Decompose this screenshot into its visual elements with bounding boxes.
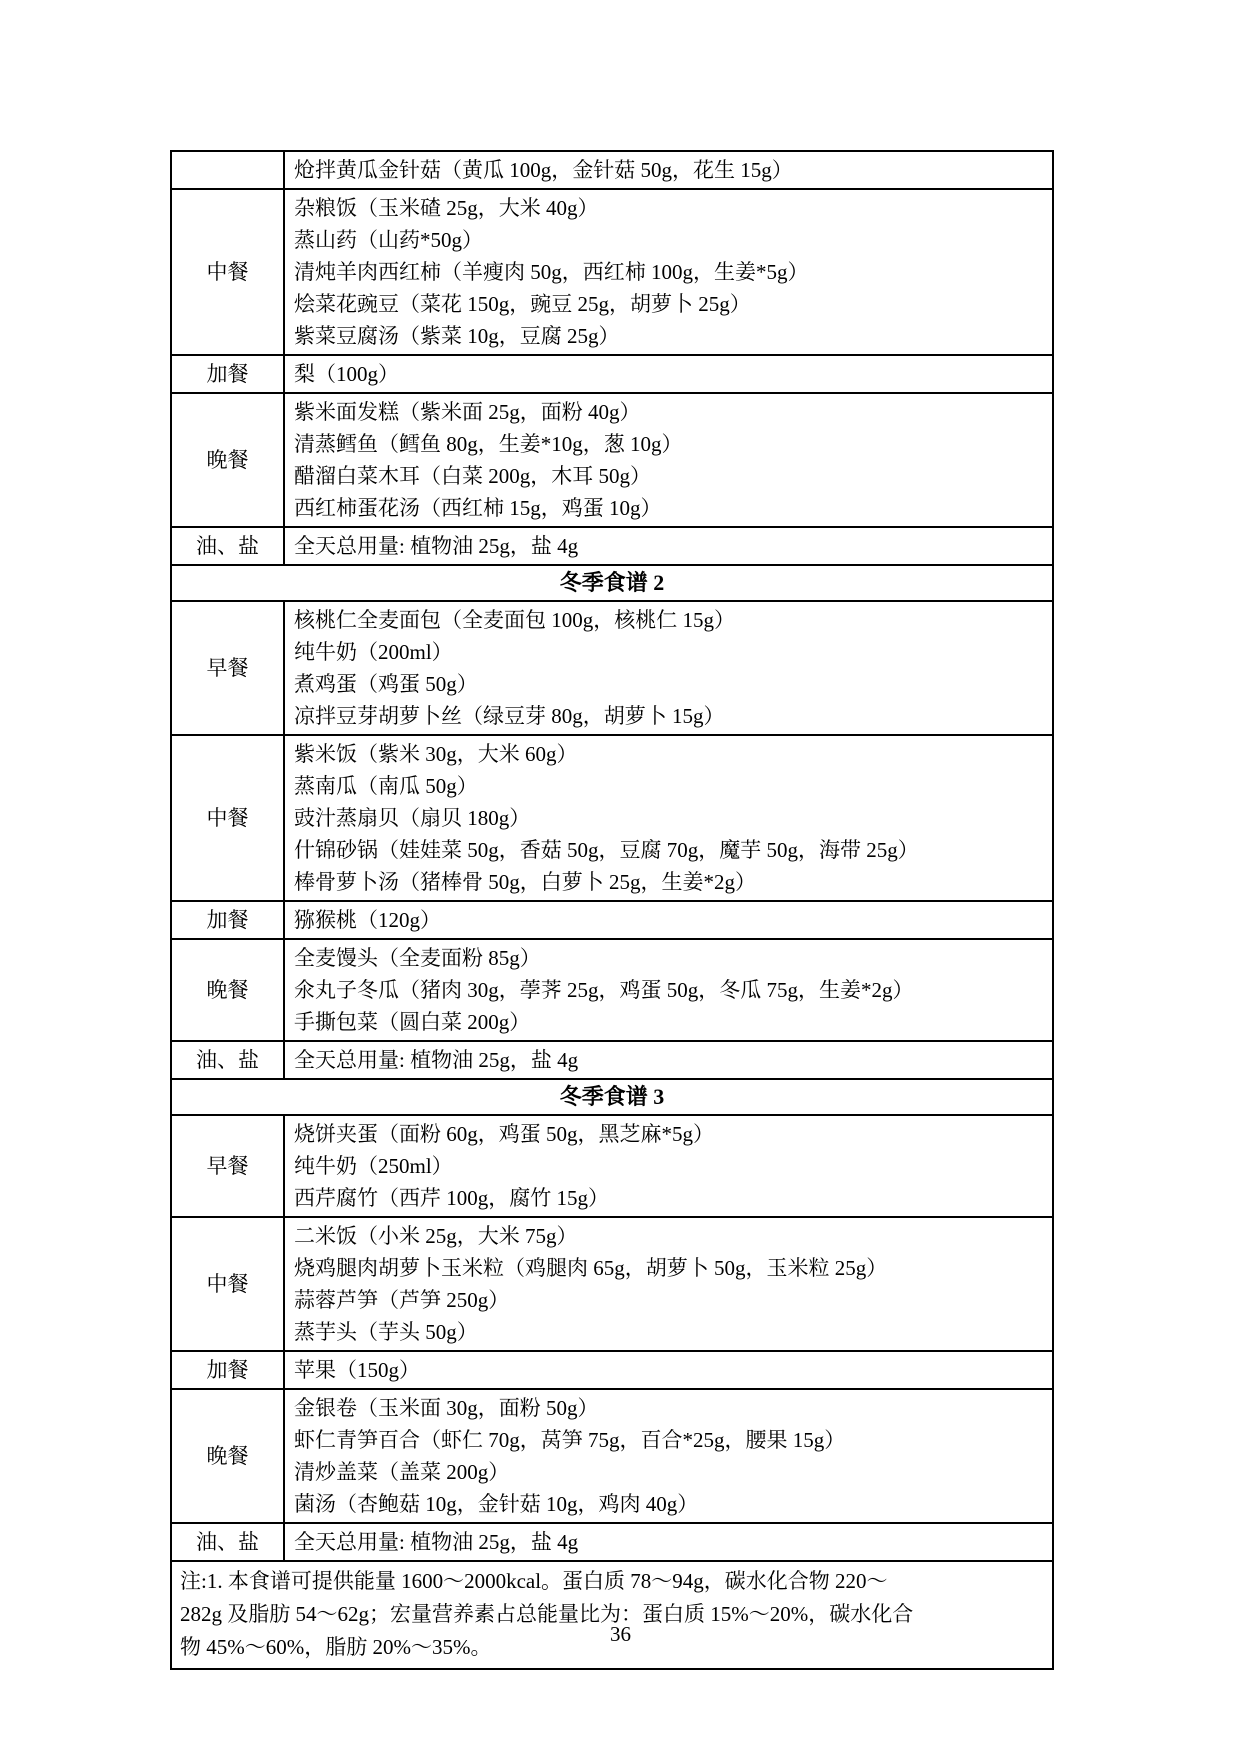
meal-items-cell [284,393,1053,527]
meal-item-line: 清炖羊肉西红柿（羊瘦肉 50g，西红柿 100g，生姜*5g） [294,260,809,284]
meal-item-line: 蒸芋头（芋头 50g） [294,1320,478,1344]
meal-items-cell [284,601,1053,735]
meal-items-cell [284,939,1053,1041]
meal-item-line: 烩菜花豌豆（菜花 150g，豌豆 25g，胡萝卜 25g） [294,292,751,316]
meal-item-line: 苹果（150g） [294,1358,420,1382]
note-row [171,1561,1053,1669]
note-line: 注:1. 本食谱可提供能量 1600～2000kcal。蛋白质 78～94g，碳水化合物 220～ [180,1569,888,1593]
meal-items-cell [284,151,1053,189]
note-line: 物 45%～60%，脂肪 20%～35%。 [180,1635,492,1659]
meal-items-cell [284,1217,1053,1351]
meal-item-line: 氽丸子冬瓜（猪肉 30g，荸荠 25g，鸡蛋 50g，冬瓜 75g，生姜*2g） [294,978,914,1002]
meal-label-cell: 晚餐 [171,939,284,1041]
meal-item-line: 棒骨萝卜汤（猪棒骨 50g，白萝卜 25g，生姜*2g） [294,870,756,894]
meal-row [171,1217,1053,1351]
meal-items-cell [284,1351,1053,1389]
section-header-row [171,1079,1053,1115]
meal-row [171,1115,1053,1217]
meal-item-line: 纯牛奶（200ml） [294,640,453,664]
meal-row [171,151,1053,189]
meal-items-cell [284,1041,1053,1079]
meal-label-cell: 中餐 [171,1217,284,1351]
meal-items-cell [284,1389,1053,1523]
meal-item-line: 醋溜白菜木耳（白菜 200g，木耳 50g） [294,464,651,488]
meal-items-cell [284,1523,1053,1561]
meal-items-cell [284,355,1053,393]
meal-items-cell [284,1115,1053,1217]
meal-item-line: 金银卷（玉米面 30g，面粉 50g） [294,1396,599,1420]
meal-item-line: 烧鸡腿肉胡萝卜玉米粒（鸡腿肉 65g，胡萝卜 50g，玉米粒 25g） [294,1256,888,1280]
meal-item-line: 核桃仁全麦面包（全麦面包 100g，核桃仁 15g） [294,608,735,632]
meal-row [171,901,1053,939]
meal-row [171,939,1053,1041]
meal-label-cell: 加餐 [171,355,284,393]
section-header-cell: 冬季食谱 2 [171,565,1053,601]
meal-items-cell [284,527,1053,565]
section-header-row [171,565,1053,601]
meal-item-line: 西红柿蛋花汤（西红柿 15g，鸡蛋 10g） [294,496,662,520]
meal-item-line: 纯牛奶（250ml） [294,1154,453,1178]
meal-row [171,1389,1053,1523]
meal-item-line: 全天总用量: 植物油 25g，盐 4g [294,1530,579,1554]
meal-row [171,189,1053,355]
meal-label-cell: 早餐 [171,601,284,735]
meal-label-cell: 晚餐 [171,1389,284,1523]
meal-row [171,1523,1053,1561]
note-line: 282g 及脂肪 54～62g；宏量营养素占总能量比为：蛋白质 15%～20%，碳水化合 [180,1602,914,1626]
meal-label-cell: 早餐 [171,1115,284,1217]
meal-items-cell [284,189,1053,355]
meal-items-cell [284,735,1053,901]
meal-item-line: 蒜蓉芦笋（芦笋 250g） [294,1288,510,1312]
meal-item-line: 煮鸡蛋（鸡蛋 50g） [294,672,478,696]
meal-table-body [171,151,1053,1669]
meal-item-line: 紫米面发糕（紫米面 25g，面粉 40g） [294,400,641,424]
meal-item-line: 什锦砂锅（娃娃菜 50g，香菇 50g，豆腐 70g，魔芋 50g，海带 25g） [294,838,919,862]
meal-label-cell: 中餐 [171,189,284,355]
meal-label-cell [171,151,284,189]
meal-row [171,393,1053,527]
meal-item-line: 手撕包菜（圆白菜 200g） [294,1010,531,1034]
meal-item-line: 菌汤（杏鲍菇 10g，金针菇 10g，鸡肉 40g） [294,1492,699,1516]
note-cell [171,1561,1053,1669]
meal-item-line: 西芹腐竹（西芹 100g，腐竹 15g） [294,1186,609,1210]
meal-item-line: 梨（100g） [294,362,399,386]
meal-item-line: 炝拌黄瓜金针菇（黄瓜 100g，金针菇 50g，花生 15g） [294,158,793,182]
meal-label-cell: 油、盐 [171,527,284,565]
meal-row [171,1351,1053,1389]
meal-plan-table [170,150,1054,1670]
meal-items-cell [284,901,1053,939]
meal-row [171,355,1053,393]
meal-item-line: 虾仁青笋百合（虾仁 70g，莴笋 75g，百合*25g，腰果 15g） [294,1428,846,1452]
meal-item-line: 猕猴桃（120g） [294,908,441,932]
meal-label-cell: 晚餐 [171,393,284,527]
meal-item-line: 蒸南瓜（南瓜 50g） [294,774,478,798]
meal-row [171,1041,1053,1079]
meal-item-line: 全麦馒头（全麦面粉 85g） [294,946,541,970]
meal-item-line: 紫米饭（紫米 30g，大米 60g） [294,742,578,766]
meal-item-line: 凉拌豆芽胡萝卜丝（绿豆芽 80g，胡萝卜 15g） [294,704,725,728]
meal-item-line: 豉汁蒸扇贝（扇贝 180g） [294,806,531,830]
meal-label-cell: 油、盐 [171,1523,284,1561]
meal-item-line: 紫菜豆腐汤（紫菜 10g，豆腐 25g） [294,324,620,348]
meal-row [171,527,1053,565]
meal-label-cell: 油、盐 [171,1041,284,1079]
meal-item-line: 烧饼夹蛋（面粉 60g，鸡蛋 50g，黑芝麻*5g） [294,1122,714,1146]
meal-item-line: 蒸山药（山药*50g） [294,228,483,252]
meal-row [171,735,1053,901]
meal-label-cell: 中餐 [171,735,284,901]
meal-item-line: 杂粮饭（玉米碴 25g，大米 40g） [294,196,599,220]
page-number: 36 [610,1622,631,1646]
meal-item-line: 清炒盖菜（盖菜 200g） [294,1460,510,1484]
meal-item-line: 全天总用量: 植物油 25g，盐 4g [294,534,579,558]
section-header-cell: 冬季食谱 3 [171,1079,1053,1115]
meal-item-line: 二米饭（小米 25g，大米 75g） [294,1224,578,1248]
meal-label-cell: 加餐 [171,901,284,939]
meal-item-line: 全天总用量: 植物油 25g，盐 4g [294,1048,579,1072]
meal-item-line: 清蒸鳕鱼（鳕鱼 80g，生姜*10g，葱 10g） [294,432,683,456]
meal-label-cell: 加餐 [171,1351,284,1389]
meal-row [171,601,1053,735]
